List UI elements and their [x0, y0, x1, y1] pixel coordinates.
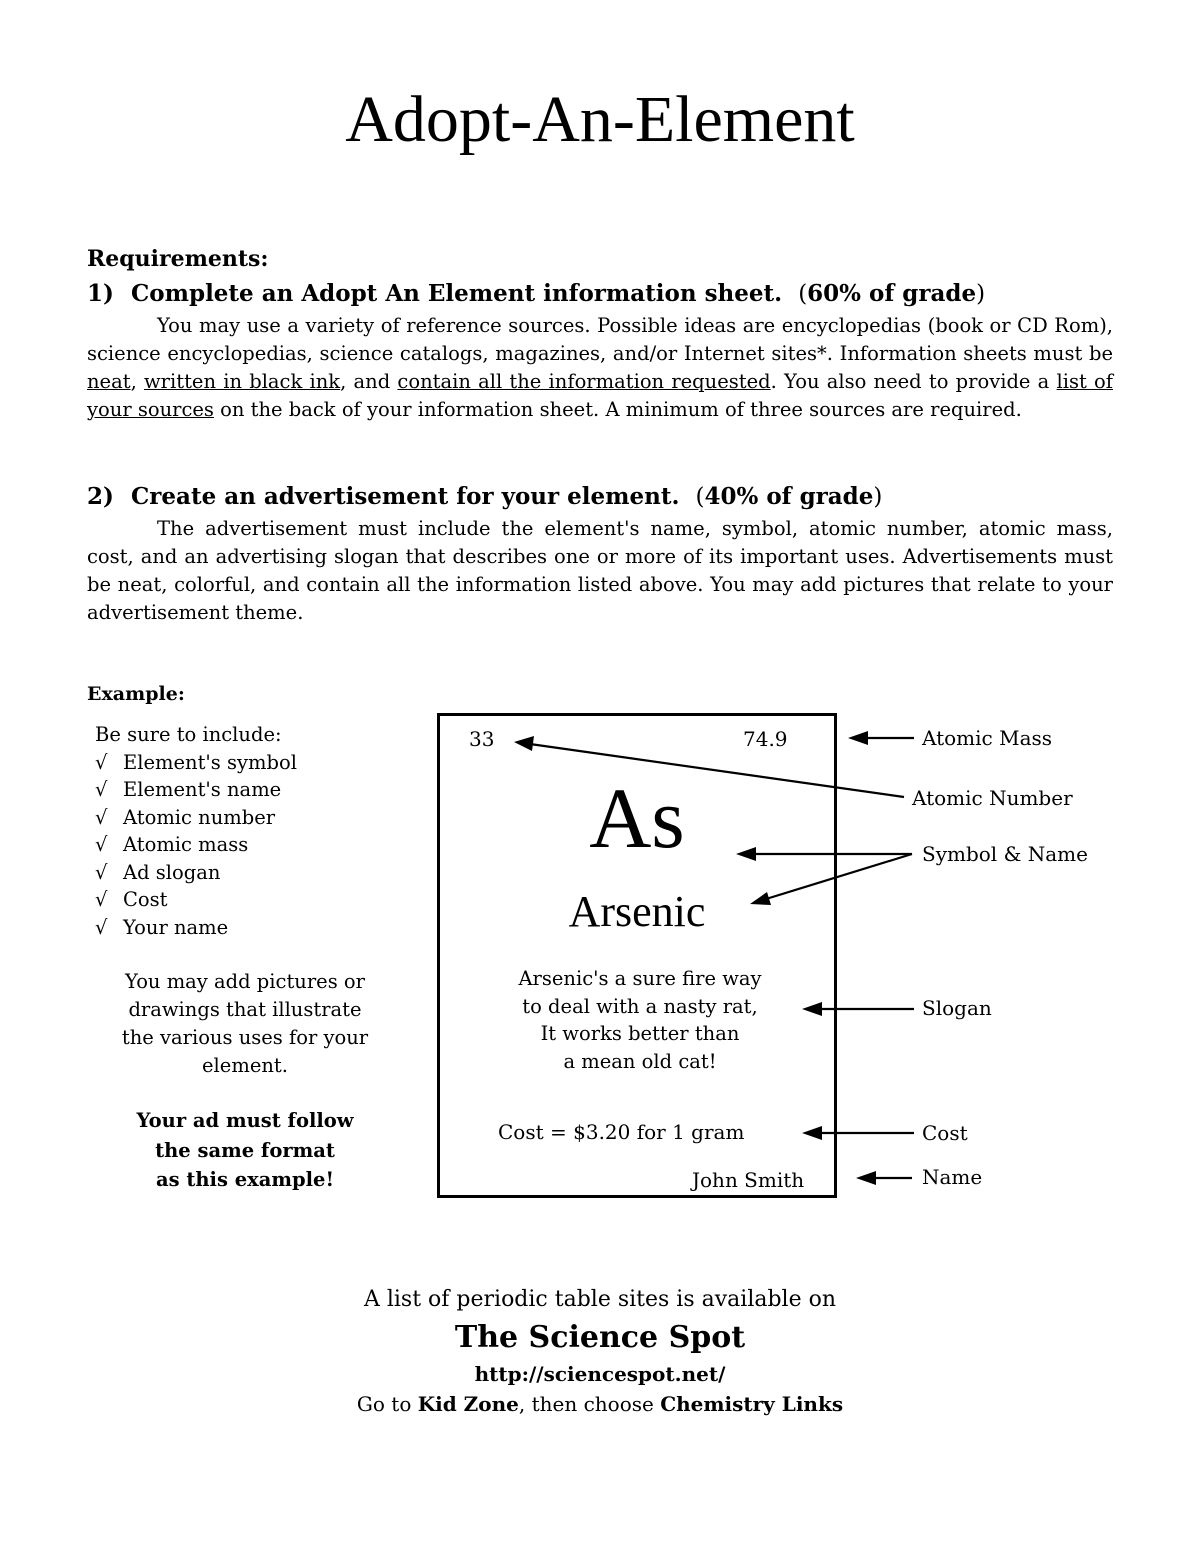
example-label: Example: — [87, 683, 185, 705]
arrowhead-icon — [736, 847, 756, 861]
requirement-2-text: The advertisement must include the element's name, symbol, atomic number, atomic mass, cost, and an advertising slogan that describes one or more of its important uses. Advertisements must be neat, colorful, and contain all the information listed above. You may add pictures that relate to your advertisement theme. — [87, 517, 1113, 624]
checklist-item: √ Atomic mass — [95, 833, 249, 856]
card-symbol: As — [589, 770, 685, 866]
arrow-name — [766, 854, 912, 899]
arrowhead-icon — [802, 1126, 822, 1140]
requirement-2-title: Create an advertisement for your element. — [131, 483, 680, 510]
format-note: Your ad must follow the same format as this example! — [136, 1109, 354, 1191]
label-atomic-mass: Atomic Mass — [922, 726, 1053, 750]
label-slogan: Slogan — [922, 996, 992, 1020]
requirement-1-number: 1) — [87, 280, 114, 307]
requirement-1-text: You may use a variety of reference sources. Possible ideas are encyclopedias (book or CD Rom), science encyclopedias, science catalogs, magazines, and/or Internet sites*. Information sheets must be neat, written in black ink, and contain all the information requested. You also need to provide a list of your sources on the back of your information sheet. A minimum of three sources are required. — [87, 314, 1114, 421]
card-slogan: Arsenic's a sure fire way to deal with a nasty rat, It works better than a mean old cat! — [518, 967, 762, 1073]
underline-black-ink: written in black ink — [143, 370, 341, 393]
footer-navigation-hint: Go to Kid Zone, then choose Chemistry Links — [356, 1392, 844, 1416]
label-name: Name — [922, 1165, 983, 1189]
pictures-note: You may add pictures or drawings that illustrate the various uses for your element. — [121, 970, 369, 1077]
checklist-item: √ Your name — [95, 915, 229, 939]
arrowhead-icon — [848, 731, 868, 745]
requirement-1-title: Complete an Adopt An Element information sheet. — [131, 280, 783, 307]
footer-site-name: The Science Spot — [454, 1320, 746, 1355]
footer-intro: A list of periodic table sites is available on — [363, 1287, 837, 1312]
label-atomic-number: Atomic Number — [912, 786, 1073, 810]
checklist-item: √ Cost — [95, 888, 168, 911]
checklist-item: √ Ad slogan — [95, 860, 221, 884]
checklist-item: √ Element's name — [95, 778, 282, 801]
card-atomic-number: 33 — [469, 727, 495, 751]
card-cost: Cost = $3.20 for 1 gram — [498, 1120, 745, 1144]
card-atomic-mass: 74.9 — [743, 727, 788, 751]
arrowhead-icon — [514, 736, 534, 751]
requirement-1-grade: (60% of grade) — [798, 280, 986, 307]
arrowhead-icon — [750, 892, 771, 905]
chemistry-links-link[interactable]: Chemistry Links — [660, 1392, 844, 1416]
arrowhead-icon — [856, 1171, 876, 1185]
include-heading: Be sure to include: — [95, 723, 282, 746]
requirements-heading: Requirements: — [87, 246, 269, 272]
card-student-name: John Smith — [692, 1168, 805, 1192]
card-element-name: Arsenic — [568, 887, 706, 936]
arrow-atomic-number — [530, 744, 904, 797]
arrowhead-icon — [802, 1002, 822, 1016]
label-symbol-name: Symbol & Name — [922, 842, 1088, 866]
requirement-2-number: 2) — [87, 483, 114, 510]
kid-zone-link[interactable]: Kid Zone — [417, 1392, 519, 1416]
underline-sources: list of your sources — [87, 370, 1114, 421]
footer-url[interactable]: http://sciencespot.net/ — [474, 1362, 726, 1386]
checklist-item: √ Element's symbol — [95, 750, 297, 774]
underline-contain-all: contain all the information requested — [397, 370, 771, 393]
page-title: Adopt-An-Element — [345, 83, 855, 156]
underline-neat: neat — [87, 370, 131, 393]
requirement-2-grade: (40% of grade) — [695, 483, 883, 510]
checklist-item: √ Atomic number — [95, 805, 276, 829]
label-cost: Cost — [922, 1121, 968, 1145]
